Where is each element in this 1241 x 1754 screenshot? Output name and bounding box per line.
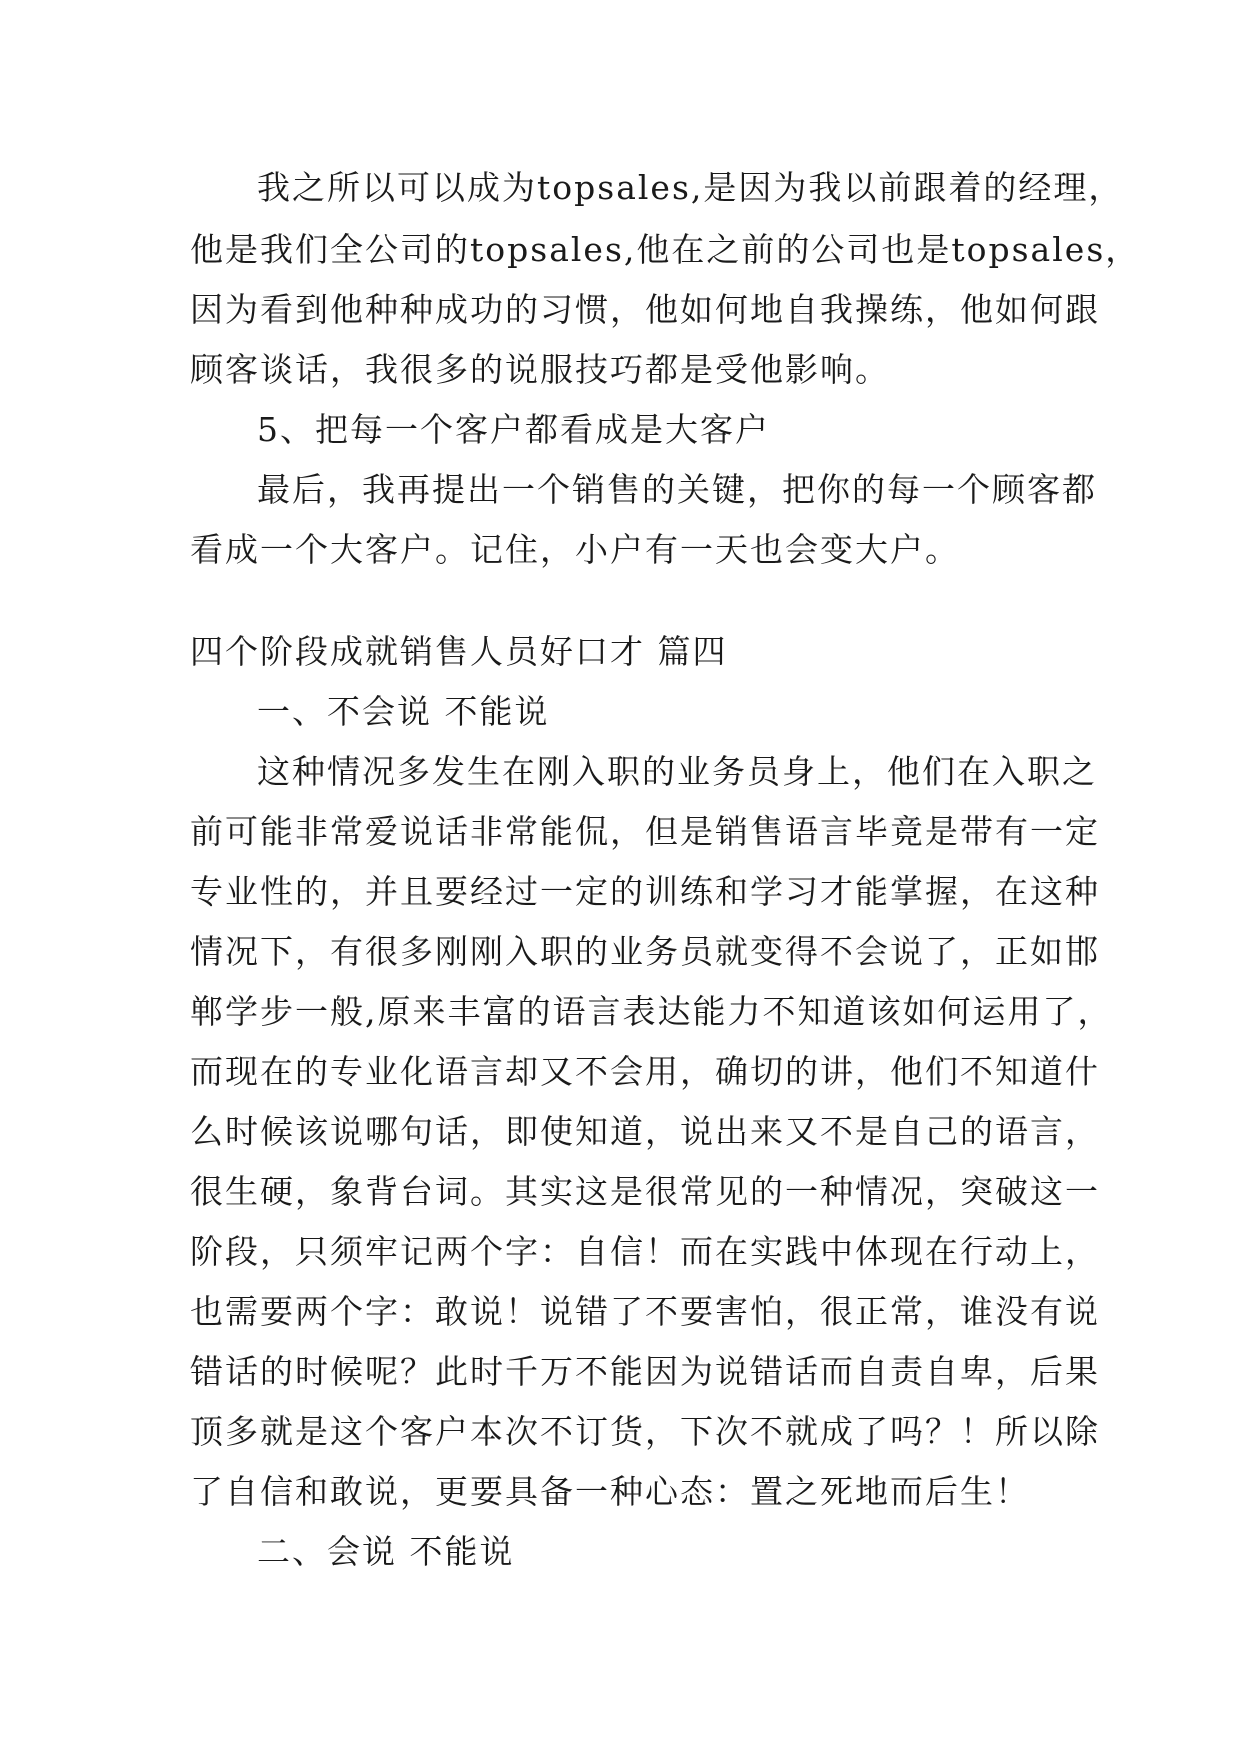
paragraph-line: 专业性的，并且要经过一定的训练和学习才能掌握，在这种 — [190, 872, 1100, 911]
paragraph-line: 最后，我再提出一个销售的关键，把你的每一个顾客都 — [257, 470, 1097, 509]
paragraph-line: 顶多就是这个客户本次不订货，下次不就成了吗？！所以除 — [190, 1412, 1100, 1451]
subsection-heading: 一、不会说 不能说 — [257, 692, 550, 731]
paragraph-line: 他是我们全公司的topsales,他在之前的公司也是topsales， — [190, 230, 1141, 269]
section-title: 四个阶段成就销售人员好口才 篇四 — [190, 632, 728, 671]
paragraph-line: 我之所以可以成为topsales,是因为我以前跟着的经理， — [257, 168, 1124, 207]
paragraph-line: 阶段，只须牢记两个字：自信！而在实践中体现在行动上， — [190, 1232, 1100, 1271]
list-heading: 5、把每一个客户都看成是大客户 — [257, 410, 770, 449]
paragraph-line: 了自信和敢说，更要具备一种心态：置之死地而后生！ — [190, 1472, 1030, 1511]
paragraph-line: 看成一个大客户。记住，小户有一天也会变大户。 — [190, 530, 960, 569]
paragraph-line: 郸学步一般,原来丰富的语言表达能力不知道该如何运用了， — [190, 992, 1113, 1031]
paragraph-line: 情况下，有很多刚刚入职的业务员就变得不会说了，正如邯 — [190, 932, 1100, 971]
paragraph-line: 因为看到他种种成功的习惯，他如何地自我操练，他如何跟 — [190, 290, 1100, 329]
subsection-heading: 二、会说 不能说 — [257, 1532, 515, 1571]
paragraph-line: 前可能非常爱说话非常能侃，但是销售语言毕竟是带有一定 — [190, 812, 1100, 851]
paragraph-line: 而现在的专业化语言却又不会用，确切的讲，他们不知道什 — [190, 1052, 1100, 1091]
paragraph-line: 很生硬，象背台词。其实这是很常见的一种情况，突破这一 — [190, 1172, 1100, 1211]
paragraph-line: 顾客谈话，我很多的说服技巧都是受他影响。 — [190, 350, 890, 389]
paragraph-line: 也需要两个字：敢说！说错了不要害怕，很正常，谁没有说 — [190, 1292, 1100, 1331]
paragraph-line: 错话的时候呢？此时千万不能因为说错话而自责自卑，后果 — [190, 1352, 1100, 1391]
paragraph-line: 这种情况多发生在刚入职的业务员身上，他们在入职之 — [257, 752, 1097, 791]
paragraph-line: 么时候该说哪句话，即使知道，说出来又不是自己的语言， — [190, 1112, 1100, 1151]
